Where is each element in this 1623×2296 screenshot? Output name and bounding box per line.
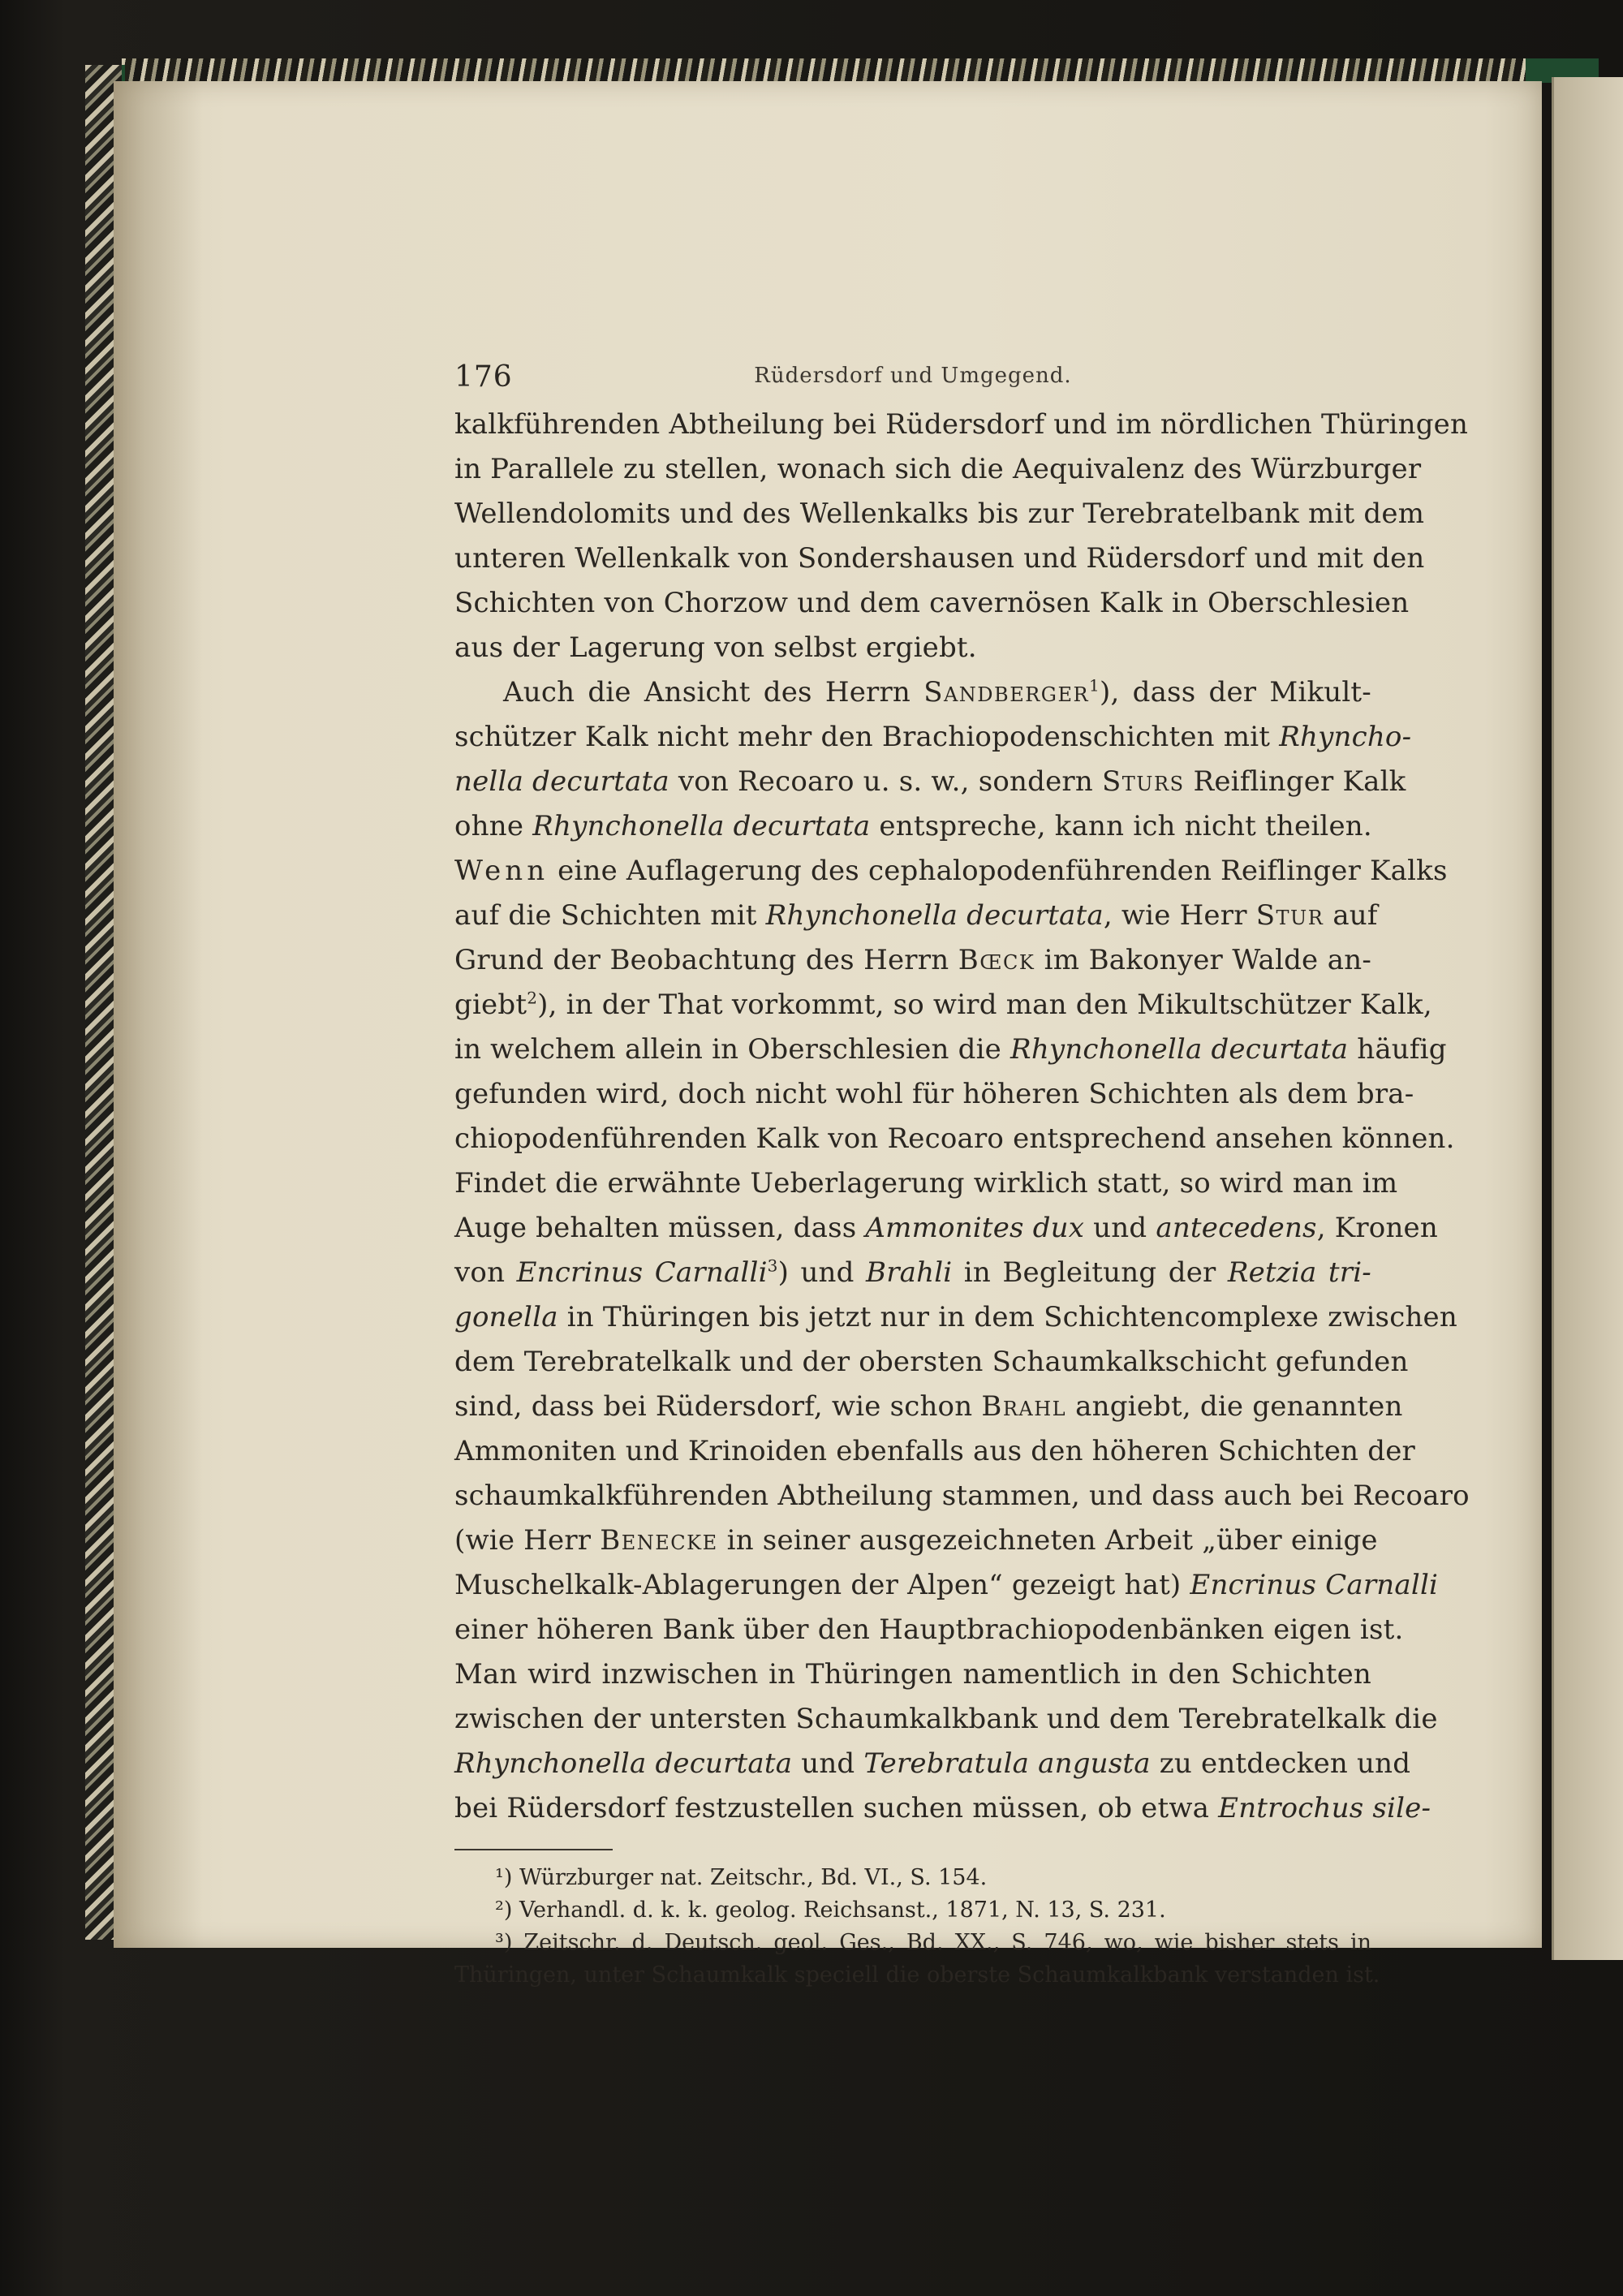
author-name: Bœck: [958, 944, 1035, 976]
text-run: giebt: [454, 989, 527, 1021]
text-run: Auge behalten müssen, dass: [454, 1212, 857, 1244]
text-line: [454, 670, 1371, 715]
text-line: schaumkalkführenden Abtheilung stammen, und dass auch bei Recoaro: [454, 1480, 1470, 1512]
text-line: unteren Wellenkalk von Sondershausen und Rüdersdorf und mit den: [454, 542, 1425, 575]
taxon-name: Terebratula angusta: [863, 1747, 1151, 1780]
text-run: in welchem allein in Oberschlesien die: [454, 1033, 1001, 1066]
adjacent-page-edge: [1552, 77, 1623, 1960]
author-name: Benecke: [600, 1524, 718, 1557]
text-run: zu entdecken und: [1159, 1747, 1411, 1780]
text-line: [454, 1563, 1439, 1608]
text-run: Auch die Ansicht des Herrn: [503, 676, 911, 709]
taxon-name: gonella: [454, 1301, 558, 1333]
author-name: Brahl: [981, 1390, 1067, 1423]
text-line: dem Terebratelkalk und der obersten Schaumkalkschicht gefunden: [454, 1346, 1409, 1378]
text-run: bei Rüdersdorf festzustellen suchen müssen, ob etwa: [454, 1792, 1210, 1824]
footnote-ref: 1: [1089, 675, 1100, 696]
text-line: [454, 983, 1432, 1027]
footnote-2: ²) Verhandl. d. k. k. geolog. Reichsanst., 1871, N. 13, S. 231.: [495, 1898, 1166, 1923]
text-run: in Thüringen bis jetzt nur in dem Schichtencomplexe zwischen: [566, 1301, 1457, 1333]
taxon-name: Rhynchonella decurtata: [532, 810, 871, 842]
text-line: [454, 804, 1371, 849]
taxon-name: Ammonites dux: [865, 1212, 1085, 1244]
running-title: Rüdersdorf und Umgegend.: [754, 364, 1072, 388]
text-run: entspreche, kann ich nicht theilen.: [879, 810, 1372, 842]
author-name: Sandberger: [923, 676, 1090, 709]
text-line: kalkführenden Abtheilung bei Rüdersdorf und im nördlichen Thüringen: [454, 408, 1469, 441]
page-number: 176: [454, 360, 513, 394]
text-run: ), dass der Mikult-: [1099, 676, 1371, 709]
footnote-ref: 2: [527, 988, 538, 1008]
text-run: , wie Herr: [1103, 899, 1247, 932]
footnote-3: ³) Zeitschr. d. Deutsch. geol. Ges., Bd. XX., S. 746, wo, wie bisher stets in: [495, 1930, 1371, 1955]
text-run: auf die Schichten mit: [454, 899, 757, 932]
text-line: [454, 1518, 1378, 1563]
taxon-name: Entrochus sile-: [1218, 1792, 1431, 1824]
taxon-name: Rhyncho-: [1279, 721, 1412, 753]
text-run: im Bakonyer Walde an-: [1044, 944, 1372, 976]
text-line: Schichten von Chorzow und dem cavernösen Kalk in Oberschlesien: [454, 587, 1410, 619]
text-line: [454, 1786, 1431, 1831]
text-line: [454, 1385, 1403, 1429]
text-run: ), in der That vorkommt, so wird man den Mikultschützer Kalk,: [537, 989, 1432, 1021]
page-gutter-shadow: [114, 81, 203, 1948]
footnote-1: ¹) Würzburger nat. Zeitschr., Bd. VI., S. 154.: [495, 1865, 988, 1890]
taxon-name: nella decurtata: [454, 765, 669, 798]
footnote-3-continued: Thüringen, unter Schaumkalk speciell die oberste Schaumkalkbank verstanden ist.: [454, 1962, 1380, 1988]
text-line: gefunden wird, doch nicht wohl für höheren Schichten als dem bra-: [454, 1078, 1414, 1110]
text-line: zwischen der untersten Schaumkalkbank und dem Terebratelkalk die: [454, 1703, 1438, 1735]
taxon-name: Rhynchonella decurtata: [765, 899, 1104, 932]
author-name: Sturs: [1101, 765, 1185, 798]
footnote-rule: [454, 1849, 613, 1850]
text-run: auf: [1332, 899, 1378, 932]
running-head: [454, 341, 1371, 398]
text-line: chiopodenführenden Kalk von Recoaro entsprechend ansehen können.: [454, 1122, 1455, 1155]
text-line: [454, 760, 1406, 804]
author-name: Stur: [1255, 899, 1324, 932]
text-line: [454, 1251, 1371, 1295]
taxon-name: Retzia tri-: [1227, 1256, 1371, 1289]
taxon-name: Rhynchonella decurtata: [454, 1747, 793, 1780]
text-line: [454, 1027, 1447, 1072]
taxon-name: antecedens: [1156, 1212, 1317, 1244]
text-line: Wellendolomits und des Wellenkalks bis zur Terebratelbank mit dem: [454, 498, 1425, 530]
paragraph-1: [454, 403, 1469, 670]
text-line: Findet die erwähnte Ueberlagerung wirklich statt, so wird man im: [454, 1167, 1398, 1200]
text-line: Man wird inzwischen in Thüringen namentlich in den Schichten: [454, 1658, 1371, 1691]
text-run: von Recoaro u. s. w., sondern: [678, 765, 1093, 798]
text-run: von: [454, 1256, 506, 1289]
text-run: angiebt, die genannten: [1075, 1390, 1403, 1423]
text-run: eine Auflagerung des cephalopodenführenden Reiflinger Kalks: [558, 855, 1448, 887]
text-line: aus der Lagerung von selbst ergiebt.: [454, 631, 977, 664]
text-run: (wie Herr: [454, 1524, 592, 1557]
text-line: [454, 1206, 1438, 1251]
text-line: Ammoniten und Krinoiden ebenfalls aus den höheren Schichten der: [454, 1435, 1416, 1467]
text-line: [454, 938, 1371, 983]
text-run: und: [801, 1747, 855, 1780]
text-run: in Begleitung der: [963, 1256, 1216, 1289]
taxon-name: Brahli: [866, 1256, 953, 1289]
text-line: [454, 894, 1378, 938]
spaced-word: Wenn: [454, 855, 549, 887]
text-run: sind, dass bei Rüdersdorf, wie schon: [454, 1390, 973, 1423]
text-run: und: [1093, 1212, 1147, 1244]
text-run: Grund der Beobachtung des Herrn: [454, 944, 949, 976]
text-run: häufig: [1357, 1033, 1447, 1066]
text-line: [454, 849, 1448, 894]
taxon-name: Encrinus Carnalli: [516, 1256, 768, 1289]
text-line: [454, 1295, 1457, 1340]
text-line: [454, 715, 1412, 760]
footnotes: [454, 1862, 1380, 1992]
text-line: einer höheren Bank über den Hauptbrachiopodenbänken eigen ist.: [454, 1613, 1404, 1646]
text-run: Reiflinger Kalk: [1193, 765, 1406, 798]
page-text: [454, 341, 1470, 1992]
footnote-ref: 3: [767, 1256, 778, 1276]
taxon-name: Rhynchonella decurtata: [1010, 1033, 1349, 1066]
text-run: schützer Kalk nicht mehr den Brachiopodenschichten mit: [454, 721, 1271, 753]
text-line: [454, 1742, 1411, 1786]
text-run: in seiner ausgezeichneten Arbeit „über einige: [726, 1524, 1378, 1557]
text-line: in Parallele zu stellen, wonach sich die Aequivalenz des Würzburger: [454, 453, 1422, 485]
text-run: Muschelkalk-Ablagerungen der Alpen“ gezeigt hat): [454, 1569, 1182, 1601]
paragraph-2: [454, 670, 1470, 1831]
text-run: , Kronen: [1316, 1212, 1438, 1244]
taxon-name: Encrinus Carnalli: [1190, 1569, 1439, 1601]
text-run: ) und: [777, 1256, 855, 1289]
text-run: ohne: [454, 810, 524, 842]
